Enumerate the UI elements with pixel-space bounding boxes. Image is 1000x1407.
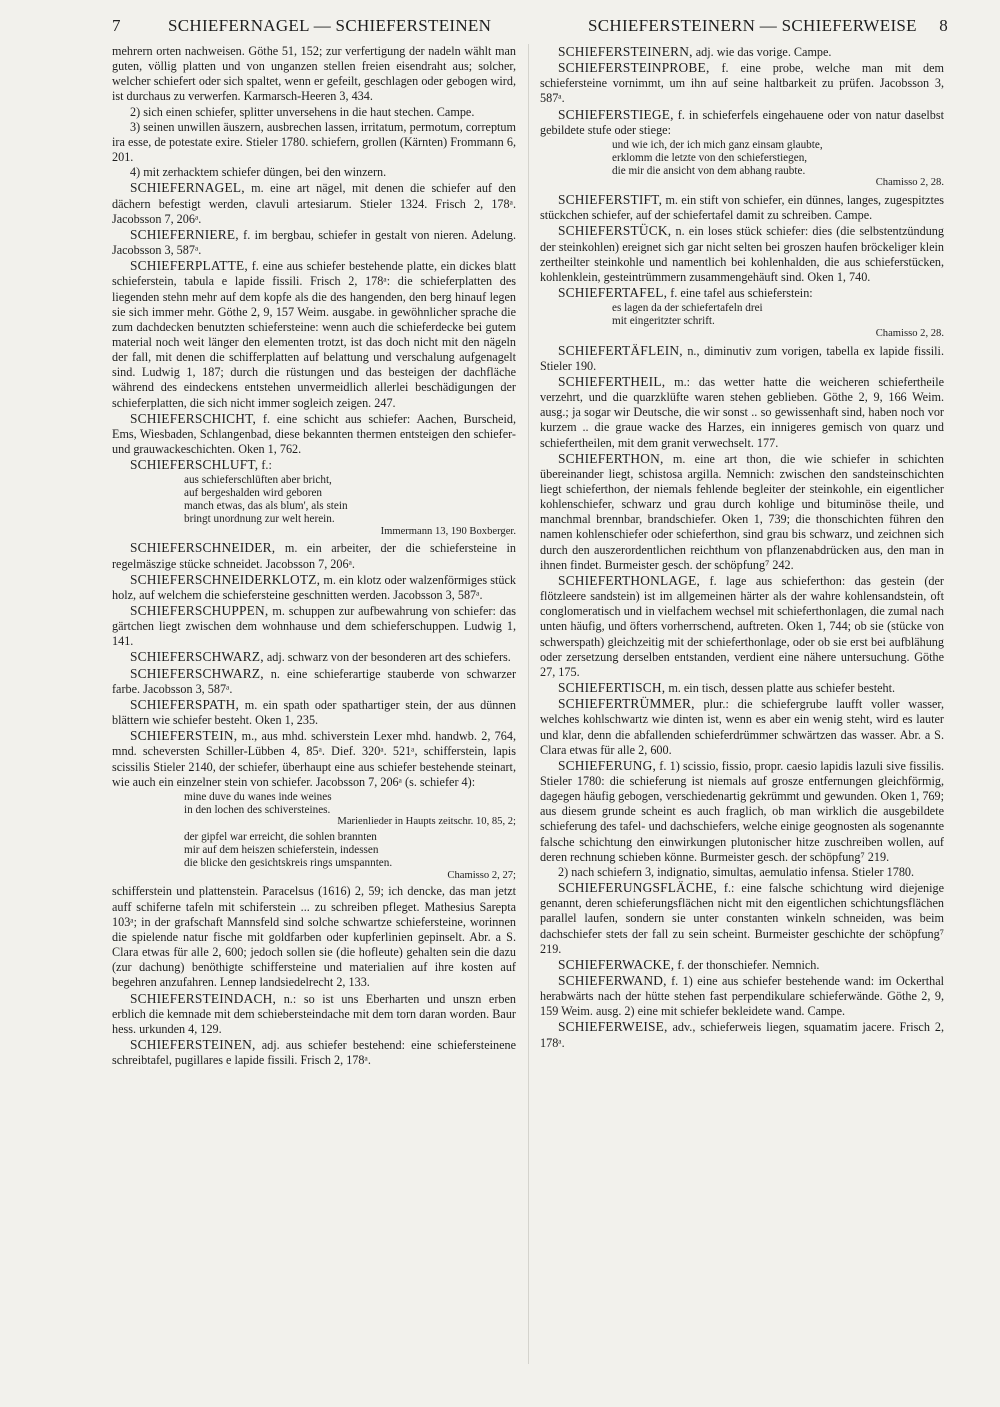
dictionary-entry <box>112 457 516 473</box>
page-header <box>112 16 948 42</box>
entry-text: m.: das wetter hatte die weicheren schiefertheile verzehrt, und die quarzklüfte waren stehen geblieben. Göthe 2, 9, 166 Weim. ausg.; ja sogar wir Deutsche, die wir sonst .. so gewissenhaft sind, haben noch vor kurzem .. die graue wacke des Harzes, ein innigeres gemisch von quarz und schiefertheilen, mit dem granit verwechselt. 177. <box>540 374 944 450</box>
verse-quote <box>612 302 944 340</box>
dictionary-entry <box>112 180 516 226</box>
entry-headword: SCHIEFERTHONLAGE, <box>558 572 701 588</box>
entry-headword: SCHIEFERNIERE, <box>130 226 239 242</box>
dictionary-entry <box>540 758 944 865</box>
dictionary-entry <box>540 680 944 696</box>
entry-headword: SCHIEFERTRÜMMER, <box>558 696 695 712</box>
verse-source: Chamisso 2, 27; <box>447 869 516 881</box>
entry-text: f. 1) scissio, fissio, propr. caesio lapidis lazuli sive fissilis. Stieler 1780: die schieferung ist niemals auf grosze entfernungen gleichförmig, dagegen häufig gebogen, verschiedenartig gekrümmt und gewunden. Oken 1, 769; aus diesem grunde scheint es auch fraglich, ob man wirklich die ausgebildete schieferung des tafel- und dachschiefers, welche einige geognosten als sogenannte falsche schichtung den einwirkungen plutonischer hitze zuschreiben wollen, auf deren rechnung schieben könne. Burmeister gesch. der schöpfung⁷ 219. <box>540 758 944 864</box>
entry-headword: SCHIEFERSTEINDACH, <box>130 990 277 1006</box>
dictionary-entry <box>112 991 516 1037</box>
entry-text: adj. aus schiefer bestehend: eine schiefersteinene schreibtafel, pugillares e lapide fissili. Frisch 2, 178ᵃ. <box>112 1038 516 1068</box>
entry-headword: SCHIEFERSTEINERN, <box>558 44 693 59</box>
entry-continuation: mehrern orten nachweisen. Göthe 51, 152; zur verfertigung der nadeln wählt man guten, völlig platten und von unganzen stellen freien eisendraht aus; solcher, welcher schiefert oder sich spaltet, wenn er gefeilt, geschlagen oder gebogen wird, ist durchaus zu verwerfen. Karmarsch-Heeren 3, 434. <box>112 44 516 104</box>
left-column <box>112 44 516 1068</box>
entry-headword: SCHIEFERTHEIL, <box>558 373 666 389</box>
entry-text: f.: <box>258 458 272 473</box>
entry-text: f. lage aus schieferthon: das gestein (der flötzleere sandstein) ist im allgemeinen härter als der wahre kohlensandstein, oft conglomeratisch und in vielfachem wechsel mit schieferthonlagen, die zumal nach unten häufig, und öfters vorherrschend, auftreten. Oken 1, 744; ob sie (stücke von schwerspath) gleichzeitig mit der schieferthonlage, oder ob sie erst bei aufblähung oder zersetzung derselben entstanden, verdient eine nähere untersuchung. Göthe 27, 175. <box>540 573 944 679</box>
entry-text: adj. wie das vorige. Campe. <box>692 45 832 59</box>
entry-text: f. 1) eine aus schiefer bestehende wand: im Ockerthal herabwärts nach der hütte stehen fast perpendikulare schieferwände. Göthe 2, 9, 159 Weim. ausg. 2) eine mit schiefer bekleidete wand. Campe. <box>540 974 944 1019</box>
dictionary-entry <box>112 572 516 603</box>
entry-text: f. in schieferfels eingehauene oder von natur daselbst gebildete stufe oder stiege: <box>540 107 944 137</box>
dictionary-entry <box>112 227 516 258</box>
entry-headword: SCHIEFERWEISE, <box>558 1019 668 1035</box>
dictionary-entry <box>540 285 944 301</box>
dictionary-entry <box>540 343 944 374</box>
entry-text: n., diminutiv zum vorigen, tabella ex lapide fissili. Stieler 190. <box>540 343 944 373</box>
entry-headword: SCHIEFERSCHUPPEN, <box>130 602 269 618</box>
verse-line: in den lochen des schiversteines. <box>184 803 331 816</box>
entry-headword: SCHIEFERSTEINPROBE, <box>558 60 710 76</box>
entry-text: adj. schwarz von der besonderen art des schiefers. <box>263 650 511 665</box>
entry-text: m. ein spath oder spathartiger stein, der aus dünnen blättern wie schiefer besteht. Oken 1, 235. <box>112 697 516 728</box>
entry-text: n. ein loses stück schiefer: dies (die selbstentzündung der steinkohlen) ereignet sich gar nicht selten bei groszen haufen bröckeliger klein zertheilter steinkohle und namentlich bei kohlenhalden, die aus schieferstücken, kohlenklein, gesteintrümmern zusammengehäuft sind. Oken 1, 740. <box>540 224 944 284</box>
verse-source: Chamisso 2, 28. <box>875 177 944 189</box>
verse-line: erklomm die letzte von den schieferstiegen, <box>612 151 808 164</box>
entry-text: f. der thonschiefer. Nemnich. <box>674 957 820 972</box>
entry-headword: SCHIEFERTISCH, <box>558 680 666 696</box>
dictionary-entry <box>540 192 944 223</box>
verse-source: Immermann 13, 190 Boxberger. <box>380 525 516 537</box>
entry-sense: 2) nach schiefern 3, indignatio, simultas, aemulatio infensa. Stieler 1780. <box>558 864 915 879</box>
entry-headword: SCHIEFERSPATH, <box>130 696 240 712</box>
entry-headword: SCHIEFERSCHWARZ, <box>130 665 264 681</box>
entry-text: m. ein tisch, dessen platte aus schiefer besteht. <box>665 681 896 696</box>
dictionary-entry <box>112 649 516 665</box>
entry-sense: 3) seinen unwillen äuszern, ausbrechen lassen, irritatum, permotum, correptum ira esse, de potestate exire. Stieler 1780. schiefern, grollen (Kärnten) Frommann 6, 201. <box>112 119 516 165</box>
entry-headword: SCHIEFERSCHNEIDERKLOTZ, <box>130 571 321 587</box>
entry-text: n. eine schieferartige stauberde von schwarzer farbe. Jacobsson 3, 587ᵃ. <box>112 666 516 696</box>
dictionary-entry <box>540 451 944 573</box>
verse-quote <box>184 474 516 538</box>
dictionary-entry <box>540 44 944 60</box>
entry-text: n.: so ist uns Eberharten und unszn erben erblich die kemnade mit dem schiebersteindache mit dem torn daran worden. Baur hess. urkunden 4, 129. <box>112 991 516 1036</box>
dictionary-entry <box>540 957 944 973</box>
entry-text: plur.: die schiefergrube laufft voller wasser, welches kohlschwartz wie dinten ist, wenn es aber ein wenig steht, wird es lauter und klar, denn die abfallenden schieferdrümmer schwärtzen das wasser. Abr. a S. Clara etwas für alle 2, 600. <box>540 697 944 757</box>
verse-line: mine duve du wanes inde weines <box>184 790 332 803</box>
verse-line: aus schieferschlüften aber bricht, <box>184 474 332 487</box>
entry-text: f. eine probe, welche man mit dem schiefersteine vornimmt, um ihn auf seine haltbarkeit zu prüfen. Jacobsson 3, 587ᵃ. <box>540 61 944 106</box>
dictionary-entry <box>112 728 516 790</box>
entry-headword: SCHIEFERPLATTE, <box>130 258 248 274</box>
verse-line: mir auf dem heiszen schieferstein, indessen <box>184 844 379 857</box>
entry-headword: SCHIEFERNAGEL, <box>130 180 245 196</box>
right-column <box>540 44 944 1051</box>
entry-text: m., aus mhd. schiverstein Lexer mhd. handwb. 2, 764, mnd. scheversten Schiller-Lübben 4, 85ᵃ. Dief. 320ᵃ. 521ᵃ, schifferstein, lapis scissilis Stieler 2140, der schiefer, überhaupt eine aus schiefer bestehende steinart, wie auch ein einzelner stein von schiefer. Jacobsson 7, 206ᵃ (s. schiefer 4): <box>112 729 516 789</box>
dictionary-entry <box>112 603 516 649</box>
entry-text: m. ein stift von schiefer, ein dünnes, langes, zugespitztes stückchen schiefer, auf der schiefertafel damit zu schreiben. Campe. <box>540 193 944 223</box>
entry-headword: SCHIEFERUNGSFLÄCHE, <box>558 880 717 896</box>
dictionary-entry <box>540 973 944 1019</box>
dictionary-entry <box>540 60 944 106</box>
dictionary-entry <box>540 696 944 758</box>
entry-text: f. eine tafel aus schieferstein: <box>667 286 813 301</box>
entry-text: f. im bergbau, schiefer in gestalt von nieren. Adelung. Jacobsson 3, 587ᵃ. <box>112 227 516 258</box>
verse-line: mit eingeritzter schrift. <box>612 315 715 328</box>
entry-text: f.: eine falsche schichtung wird diejenige genannt, deren schieferungsflächen nicht mit den eigentlichen schichtungsflächen parallel laufen, sondern sie unter constanten winkeln schneiden, was beim dachschiefer stets der fall zu sein scheint. Burmeister geschichte der schöpfung⁷ 219. <box>540 881 944 956</box>
verse-quote <box>184 831 516 882</box>
entry-headword: SCHIEFERSCHLUFT, <box>130 457 259 473</box>
entry-headword: SCHIEFERTAFEL, <box>558 285 668 301</box>
entry-sense: 2) sich einen schiefer, splitter unversehens in die haut stechen. Campe. <box>130 104 475 119</box>
entry-text: m. eine art nägel, mit denen die schiefer auf den dächern befestigt werden, clavuli artesiarum. Stieler 1324. Frisch 2, 178ᵃ. Jacobsson 7, 206ᵃ. <box>112 181 516 226</box>
dictionary-entry <box>540 880 944 957</box>
verse-line: manch etwas, das als blum', als stein <box>184 499 348 512</box>
entry-text: m. ein arbeiter, der die schiefersteine in regelmäszige stücke schneidet. Jacobsson 7, 206ᵃ. <box>112 541 516 571</box>
entry-headword: SCHIEFERWAND, <box>558 973 667 989</box>
entry-headword: SCHIEFERTHON, <box>558 450 664 466</box>
dictionary-entry <box>540 573 944 680</box>
entry-headword: SCHIEFERSTÜCK, <box>558 223 672 239</box>
entry-text: f. eine schicht aus schiefer: Aachen, Burscheid, Ems, Wiesbaden, Schlangenbad, diese bekannten thermen entsteigen den schiefer- und grauwackeschichten. Oken 1, 762. <box>112 411 516 457</box>
verse-quote <box>612 139 944 190</box>
entry-text: f. eine aus schiefer bestehende platte, ein dickes blatt schieferstein, tabula e lapide fissili. Frisch 2, 178ᵃ: die schieferplatten des liegenden stehn mehr auf dem kopfe als die des hangenden, den berg hinauf legen sie sich immer mehr. Göthe 2, 9, 157 Weim. ausgabe. in gewöhnlicher sprache die zum dachdecken benutzten schiefersteine: wenn auch die schieferdecke bei gutem material noch weit länger den elementen trotzt, ist das doch nicht mit den nägeln der fall, mit denen die schifferplatten auf belattung und verschalung aufgenagelt sind. Ludwig 1, 187; durch die rüstungen und das besteigen der dachfläche während des eindeckens entstehen unvermeidlich allerlei beschädigungen der schieferplatten, die sich nicht immer sogleich zeigen. 247. <box>112 259 516 410</box>
verse-line: und wie ich, der ich mich ganz einsam glaubte, <box>612 138 823 151</box>
dictionary-entry <box>112 258 516 411</box>
entry-headword: SCHIEFERWACKE, <box>558 956 675 972</box>
verse-source: Marienlieder in Haupts zeitschr. 10, 85, 2; <box>337 816 516 828</box>
entry-text: m. schuppen zur aufbewahrung von schiefer: das gärtchen liegt zwischen dem wohnhause und dem schieferschuppen. Ludwig 1, 141. <box>112 603 516 649</box>
dictionary-entry <box>112 697 516 728</box>
dictionary-entry <box>540 1019 944 1050</box>
dictionary-entry <box>112 411 516 457</box>
entry-headword: SCHIEFERTÄFLEIN, <box>558 342 683 358</box>
page-number-left: 7 <box>112 16 121 35</box>
page-number-right: 8 <box>939 16 948 35</box>
entry-headword: SCHIEFERSCHICHT, <box>130 410 257 426</box>
entry-text: adv., schieferweis liegen, squamatim jacere. Frisch 2, 178ᵃ. <box>540 1020 944 1050</box>
verse-quote <box>184 791 516 829</box>
entry-headword: SCHIEFERUNG, <box>558 757 657 773</box>
entry-headword: SCHIEFERSCHWARZ, <box>130 649 264 665</box>
entry-headword: SCHIEFERSTEIN, <box>130 728 238 744</box>
entry-headword: SCHIEFERSTIEGE, <box>558 106 674 122</box>
entry-text: m. eine art thon, die wie schiefer in schichten übereinander liegt, schistosa argilla. Nemnich: zwischen den sandsteinschichten liegt schieferthon, der niemals fehlende begleiter der steinkohle, ein eigentlicher kohlenschiefer, schwarz und grau durch kohlige und bituminöse theile, und manchmal brennbar, brandschiefer. Oken 1, 739; die thonschichten führen den namen kohlenschiefer oder schieferthon, sind grau bis schwarz, und zeichnen sich durch den auszerordentlichen reichthum von pflanzenabdrücken aus, den man in ihnen findet. Burmeister gesch. der schöpfung⁷ 242. <box>540 451 944 572</box>
dictionary-entry <box>540 107 944 138</box>
entry-headword: SCHIEFERSCHNEIDER, <box>130 540 276 556</box>
verse-line: der gipfel war erreicht, die sohlen brannten <box>184 831 377 844</box>
dictionary-entry <box>112 666 516 697</box>
verse-line: es lagen da der schiefertafeln drei <box>612 302 763 315</box>
dictionary-entry <box>112 1037 516 1068</box>
dictionary-entry <box>540 374 944 451</box>
entry-headword: SCHIEFERSTEINEN, <box>130 1037 256 1052</box>
running-title-left: SCHIEFERNAGEL — SCHIEFERSTEINEN <box>168 16 492 35</box>
running-title-right: SCHIEFERSTEINERN — SCHIEFERWEISE <box>588 16 917 35</box>
verse-line: auf bergeshalden wird geboren <box>184 487 323 500</box>
entry-headword: SCHIEFERSTIFT, <box>558 192 663 208</box>
dictionary-entry <box>112 540 516 571</box>
entry-text: m. ein klotz oder walzenförmiges stück holz, auf welchem die schiefersteine geschnitten werden. Jacobsson 3, 587ᵃ. <box>112 572 516 602</box>
verse-source: Chamisso 2, 28. <box>875 327 944 339</box>
entry-sense: 4) mit zerhacktem schiefer düngen, bei den winzern. <box>130 165 387 180</box>
dictionary-entry <box>540 223 944 285</box>
column-divider <box>528 44 529 1364</box>
verse-line: bringt unordnung zur welt herein. <box>184 512 335 525</box>
verse-line: die blicke den gesichtskreis rings umspannten. <box>184 856 393 869</box>
verse-line: die mir die ansicht von dem abhang raubte. <box>612 164 806 177</box>
entry-continuation: schifferstein und plattenstein. Paracelsus (1616) 2, 59; ich dencke, das man jetzt auff schiferne tafeln mit schiferstein ... zu schreiben pfleget. Mathesius Sarepta 103ᵃ; in der grafschaft Mannsfeld sind solche schwartze schiefersteine, worinnen die spielende natur fische mit goldfarben oder kupferlinien gepinselt. Abr. a S. Clara etwas für alle 2, 600; jedoch sollen sie (die hofleute) gehalten sein die dazu (zur dachung) benöthigte schiffersteine und materialien auf ihre kosten auf begehren anzufahren. Lennep landsiedelrecht 2, 133. <box>112 884 516 990</box>
